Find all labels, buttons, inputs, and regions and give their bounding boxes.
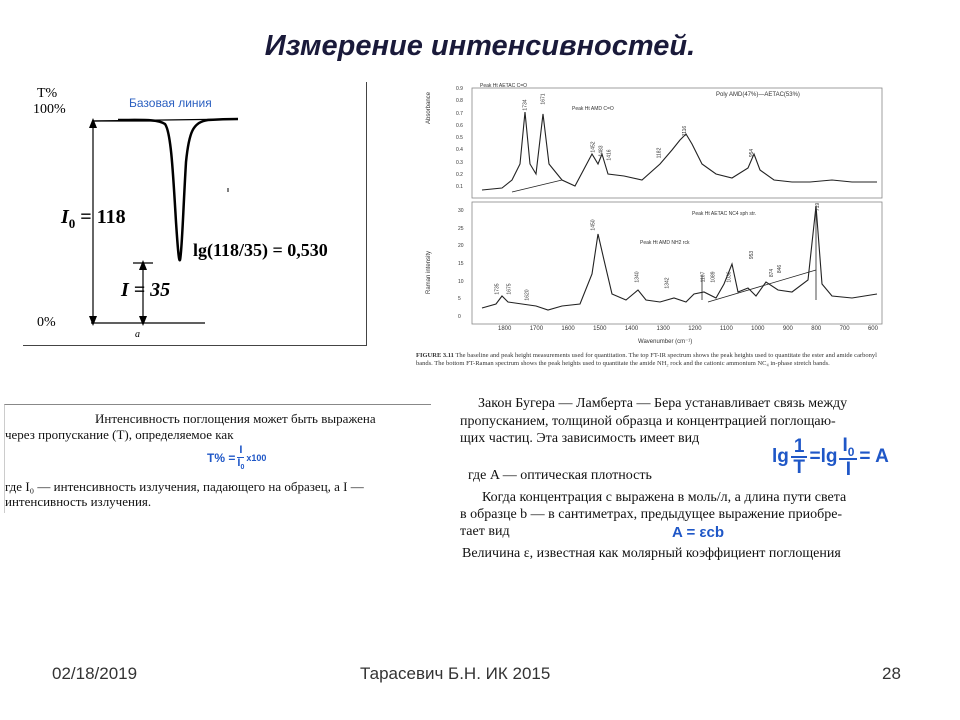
eq-I0-letter: I bbox=[842, 435, 848, 456]
eq-I: I bbox=[845, 458, 852, 480]
slide-title: Измерение интенсивностей. bbox=[264, 30, 696, 62]
peak-label: 1416 bbox=[606, 149, 613, 161]
y-tick: 0.4 bbox=[456, 147, 463, 154]
x-tick: 1400 bbox=[624, 326, 639, 332]
peak-label: 1675 bbox=[506, 283, 513, 295]
y-tick: 0.5 bbox=[456, 135, 463, 141]
small-mark: a bbox=[135, 329, 140, 340]
bottom-ylabel: Raman intensity bbox=[426, 250, 432, 294]
eq-fraction-2 bbox=[839, 436, 857, 479]
peak-label: 1734 bbox=[522, 99, 529, 111]
formula-den bbox=[237, 458, 244, 472]
formula-den-sub: 0 bbox=[240, 463, 245, 471]
left-text-line1: Интенсивность поглощения может быть выражена bbox=[95, 411, 376, 426]
peak-label: 1107 bbox=[700, 271, 707, 283]
i0-letter: I bbox=[61, 206, 69, 228]
bottom-legend: Peak Ht AETAC NC4 sph str. bbox=[692, 211, 757, 217]
peak-label: 1182 bbox=[656, 147, 663, 159]
x-tick: 1800 bbox=[498, 326, 512, 332]
y-tick: 20 bbox=[458, 243, 464, 250]
footer-page-number: 28 bbox=[882, 664, 901, 683]
peak-label: 1452 bbox=[590, 141, 597, 153]
right-spectrum-panel bbox=[412, 84, 902, 384]
right-text-block bbox=[460, 396, 946, 568]
peak-label: 1342 bbox=[664, 277, 671, 289]
formula-t-label: T% = bbox=[207, 451, 236, 466]
eq-mid: =lg bbox=[809, 446, 838, 468]
y-tick: 0.3 bbox=[456, 159, 463, 166]
x-tick: 900 bbox=[782, 326, 793, 332]
y-tick: 0.9 bbox=[456, 86, 463, 92]
eq-one: 1 bbox=[791, 437, 808, 458]
top-legend: Peak Ht AETAC C=O bbox=[480, 83, 528, 89]
y-tick: 15 bbox=[458, 260, 464, 267]
formula-den-letter: I bbox=[237, 456, 241, 469]
right-text-line1: Закон Бугера — Ламберта — Бера устанавливает связь между bbox=[478, 396, 848, 411]
eq-lg: lg bbox=[772, 446, 789, 468]
right-text-line4: где A — оптическая плотность bbox=[468, 468, 652, 483]
y-tick: 25 bbox=[458, 225, 464, 232]
peak-label: 954 bbox=[749, 148, 756, 158]
beer-law-equation: A = εcb bbox=[672, 524, 724, 541]
top-ylabel: Absorbance bbox=[426, 91, 432, 124]
x-tick: 1300 bbox=[656, 326, 670, 332]
right-text-line8: Величина ε, известная как молярный коэффициент поглощения bbox=[462, 546, 841, 561]
y-tick: 0.7 bbox=[456, 110, 463, 117]
y-tick: 10 bbox=[458, 278, 464, 285]
formula-t bbox=[207, 445, 266, 471]
x-axis-label: Wavenumber (cm⁻¹) bbox=[638, 339, 693, 345]
peak-label: 1671 bbox=[540, 93, 547, 105]
eq-fraction-1 bbox=[791, 437, 808, 477]
figure-caption-head: FIGURE 3.11 bbox=[416, 352, 454, 359]
footer-author: Тарасевич Б.Н. ИК 2015 bbox=[360, 664, 551, 683]
bottom-legend-2: Peak Ht AMD NH2 rck bbox=[640, 240, 690, 246]
x-tick: 1100 bbox=[719, 326, 733, 332]
i-arrow-top bbox=[139, 260, 147, 270]
eq-T: T bbox=[793, 457, 805, 479]
y-tick: 30 bbox=[458, 208, 464, 214]
peak-label: 1620 bbox=[524, 289, 531, 301]
left-text-line3: где I₀ — интенсивность излучения, падающего на образец, а I — bbox=[5, 479, 364, 494]
y-tick: 5 bbox=[458, 296, 461, 303]
left-spectrum-panel bbox=[23, 82, 367, 346]
i0-sub: 0 bbox=[68, 216, 76, 231]
i-arrow-bottom bbox=[139, 316, 147, 326]
x-tick-row bbox=[498, 326, 878, 332]
peak-label: 953 bbox=[749, 250, 756, 260]
peak-label: 846 bbox=[777, 264, 784, 274]
eq-end: = A bbox=[859, 446, 889, 468]
left-text-block bbox=[4, 404, 431, 513]
formula-x: x100 bbox=[246, 453, 267, 464]
peak-label: 874 bbox=[769, 268, 776, 278]
right-text-line7: тает вид bbox=[460, 524, 510, 539]
formula-fraction bbox=[237, 445, 244, 471]
x-tick: 1000 bbox=[751, 326, 765, 332]
figure-caption-text: The baseline and peak height measurements used for quantitation. The top FT-IR spectrum shows the peak heights used to quantitate the ester and amide carbonyl bands. The bottom FT-Raman spectrum shows the peak heights used to quantitate the amide NH₂ rock and the cationic ammonium NC₄ in-phase stretch bands. bbox=[416, 352, 877, 368]
y-tick: 0.8 bbox=[456, 98, 463, 105]
x-tick: 600 bbox=[867, 326, 878, 332]
bottom-label: 0% bbox=[37, 315, 56, 330]
top-legend-2: Peak Ht AMD C=O bbox=[572, 106, 614, 112]
y-tick: 0.2 bbox=[456, 171, 463, 178]
top-label: 100% bbox=[33, 102, 66, 117]
eq-I0-sub: 0 bbox=[847, 444, 855, 459]
right-text-line6: в образце b — в сантиметрах, предыдущее выражение приобре- bbox=[460, 507, 843, 522]
y-tick: 0.6 bbox=[456, 122, 463, 129]
i-label: I = 35 bbox=[121, 279, 171, 301]
peak-label: 1340 bbox=[634, 271, 641, 283]
peak-label: 1089 bbox=[710, 271, 717, 283]
peak-label: 719 bbox=[815, 202, 822, 212]
i0-value: = 118 bbox=[80, 206, 126, 228]
x-tick: 1600 bbox=[561, 326, 575, 332]
left-text-line2: через пропускание (T), определяемое как bbox=[5, 427, 234, 442]
right-text-line2: пропусканием, толщиной образца и концентрацией поглощаю- bbox=[460, 414, 836, 429]
peak-label: 1036 bbox=[726, 271, 733, 283]
x-tick: 1200 bbox=[688, 326, 702, 332]
right-text-line5: Когда концентрация c выражена в моль/л, а длина пути света bbox=[482, 490, 847, 505]
bottom-peak-labels bbox=[412, 84, 902, 324]
log-label: lg(118/35) = 0,530 bbox=[193, 240, 328, 260]
y-axis-label: T% bbox=[37, 86, 58, 101]
i0-label bbox=[61, 206, 126, 232]
peak-label: 1483 bbox=[598, 145, 605, 157]
beer-lambert-equation bbox=[772, 436, 889, 479]
figure-caption bbox=[416, 352, 892, 368]
peak-label: 1116 bbox=[682, 125, 689, 137]
i0-arrow-top bbox=[89, 118, 97, 128]
x-tick: 1700 bbox=[529, 326, 544, 332]
footer-date: 02/18/2019 bbox=[52, 664, 138, 683]
formula-num: I bbox=[239, 444, 243, 456]
peak-label: 1450 bbox=[590, 219, 597, 231]
x-tick: 800 bbox=[811, 326, 822, 332]
top-title: Poly AMD(47%)—AETAC(53%) bbox=[716, 92, 800, 98]
y-tick: 0 bbox=[458, 313, 461, 320]
x-tick: 1500 bbox=[593, 326, 607, 332]
x-tick: 700 bbox=[839, 326, 850, 332]
left-text-line4: интенсивность излучения. bbox=[5, 494, 152, 509]
i0-arrow-bottom bbox=[89, 316, 97, 326]
baseline-label: Базовая линия bbox=[129, 96, 212, 110]
peak-label: 1735 bbox=[494, 283, 501, 295]
eq-I0 bbox=[839, 436, 857, 460]
right-text-line3: щих частиц. Эта зависимость имеет вид bbox=[460, 431, 700, 446]
y-tick: 0.1 bbox=[456, 184, 463, 190]
